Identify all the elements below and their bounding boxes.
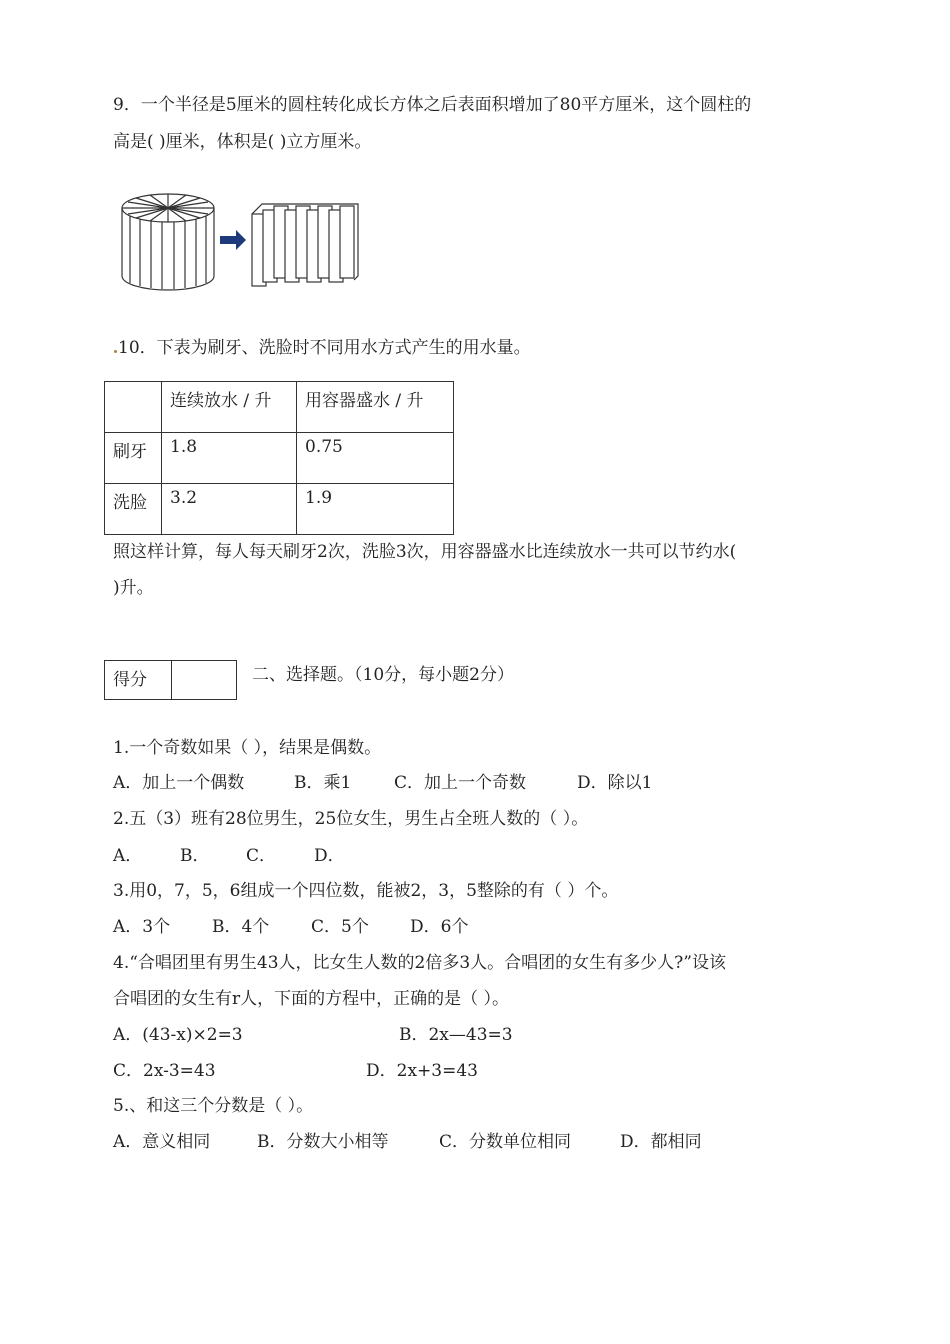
q9-line1: 9．一个半径是5厘米的圆柱转化成长方体之后表面积增加了80平方厘米，这个圆柱的 — [113, 95, 752, 115]
choice-q5-opt-a: A．意义相同 — [113, 1132, 211, 1152]
choice-q1: 1.一个奇数如果（ ），结果是偶数。 — [113, 738, 382, 758]
table-cell: 1.8 — [162, 433, 297, 484]
choice-q5-opt-d: D．都相同 — [620, 1132, 702, 1152]
choice-q2: 2.五（3）班有28位男生，25位女生，男生占全班人数的（ ）。 — [113, 809, 589, 829]
choice-q3-opt-a: A．3个 — [113, 917, 171, 937]
choice-q1-opt-d: D．除以1 — [577, 773, 653, 793]
table-cell: 3.2 — [162, 484, 297, 535]
choice-q4-line2: 合唱团的女生有r人，下面的方程中，正确的是（ ）。 — [113, 989, 510, 1009]
cylinder-icon — [122, 194, 214, 290]
choice-q5-opt-c: C．分数单位相同 — [439, 1132, 572, 1152]
q9-line2: 高是( )厘米，体积是( )立方厘米。 — [113, 132, 372, 152]
table-cell: 1.9 — [297, 484, 454, 535]
table-cell: 刷牙 — [105, 433, 162, 484]
choice-q4-line1: 4.“合唱团里有男生43人，比女生人数的2倍多3人。合唱团的女生有多少人?”设该 — [113, 953, 726, 973]
q10-title: 10．下表为刷牙、洗脸时不同用水方式产生的用水量。 — [118, 338, 531, 358]
cuboid-icon — [252, 204, 358, 286]
choice-q1-opt-c: C．加上一个奇数 — [394, 773, 527, 793]
section2-title: 二、选择题。（10分，每小题2分） — [252, 665, 514, 685]
choice-q1-opt-a: A．加上一个偶数 — [113, 773, 245, 793]
table-cell: 0.75 — [297, 433, 454, 484]
choice-q1-opt-b: B．乘1 — [294, 773, 352, 793]
ink-dot — [114, 350, 117, 353]
choice-q2-opt-a: A． — [113, 846, 143, 866]
table-header-row — [105, 382, 454, 433]
choice-q4-opt-a: A．(43-x)×2=3 — [113, 1025, 243, 1045]
choice-q5: 5.、和这三个分数是（ ）。 — [113, 1096, 314, 1116]
table-row — [105, 433, 454, 484]
choice-q3-opt-d: D．6个 — [410, 917, 469, 937]
score-label: 得分 — [113, 670, 147, 690]
q10-calc-line2: )升。 — [113, 578, 154, 598]
choice-q3-opt-b: B．4个 — [212, 917, 270, 937]
choice-q5-opt-b: B．分数大小相等 — [257, 1132, 389, 1152]
cylinder-to-cuboid-figure — [118, 184, 368, 294]
water-usage-table — [104, 381, 454, 535]
choice-q3-opt-c: C．5个 — [311, 917, 369, 937]
choice-q2-opt-c: C． — [246, 846, 277, 866]
choice-q2-opt-d: D． — [314, 846, 345, 866]
choice-q3: 3.用0，7，5，6组成一个四位数，能被2，3，5整除的有（ ）个。 — [113, 881, 619, 901]
table-header-cell: 连续放水 / 升 — [162, 382, 297, 433]
choice-q2-opt-b: B． — [180, 846, 210, 866]
table-header-cell: 用容器盛水 / 升 — [297, 382, 454, 433]
choice-q4-opt-c: C．2x-3=43 — [113, 1061, 216, 1081]
score-box — [104, 660, 237, 700]
choice-q4-opt-b: B．2x—43=3 — [399, 1025, 513, 1045]
q10-calc-line1: 照这样计算，每人每天刷牙2次，洗脸3次，用容器盛水比连续放水一共可以节约水( — [113, 542, 737, 562]
table-header-cell — [105, 382, 162, 433]
arrow-right-icon — [220, 230, 246, 250]
table-row — [105, 484, 454, 535]
choice-q4-opt-d: D．2x+3=43 — [366, 1061, 478, 1081]
table-cell: 洗脸 — [105, 484, 162, 535]
